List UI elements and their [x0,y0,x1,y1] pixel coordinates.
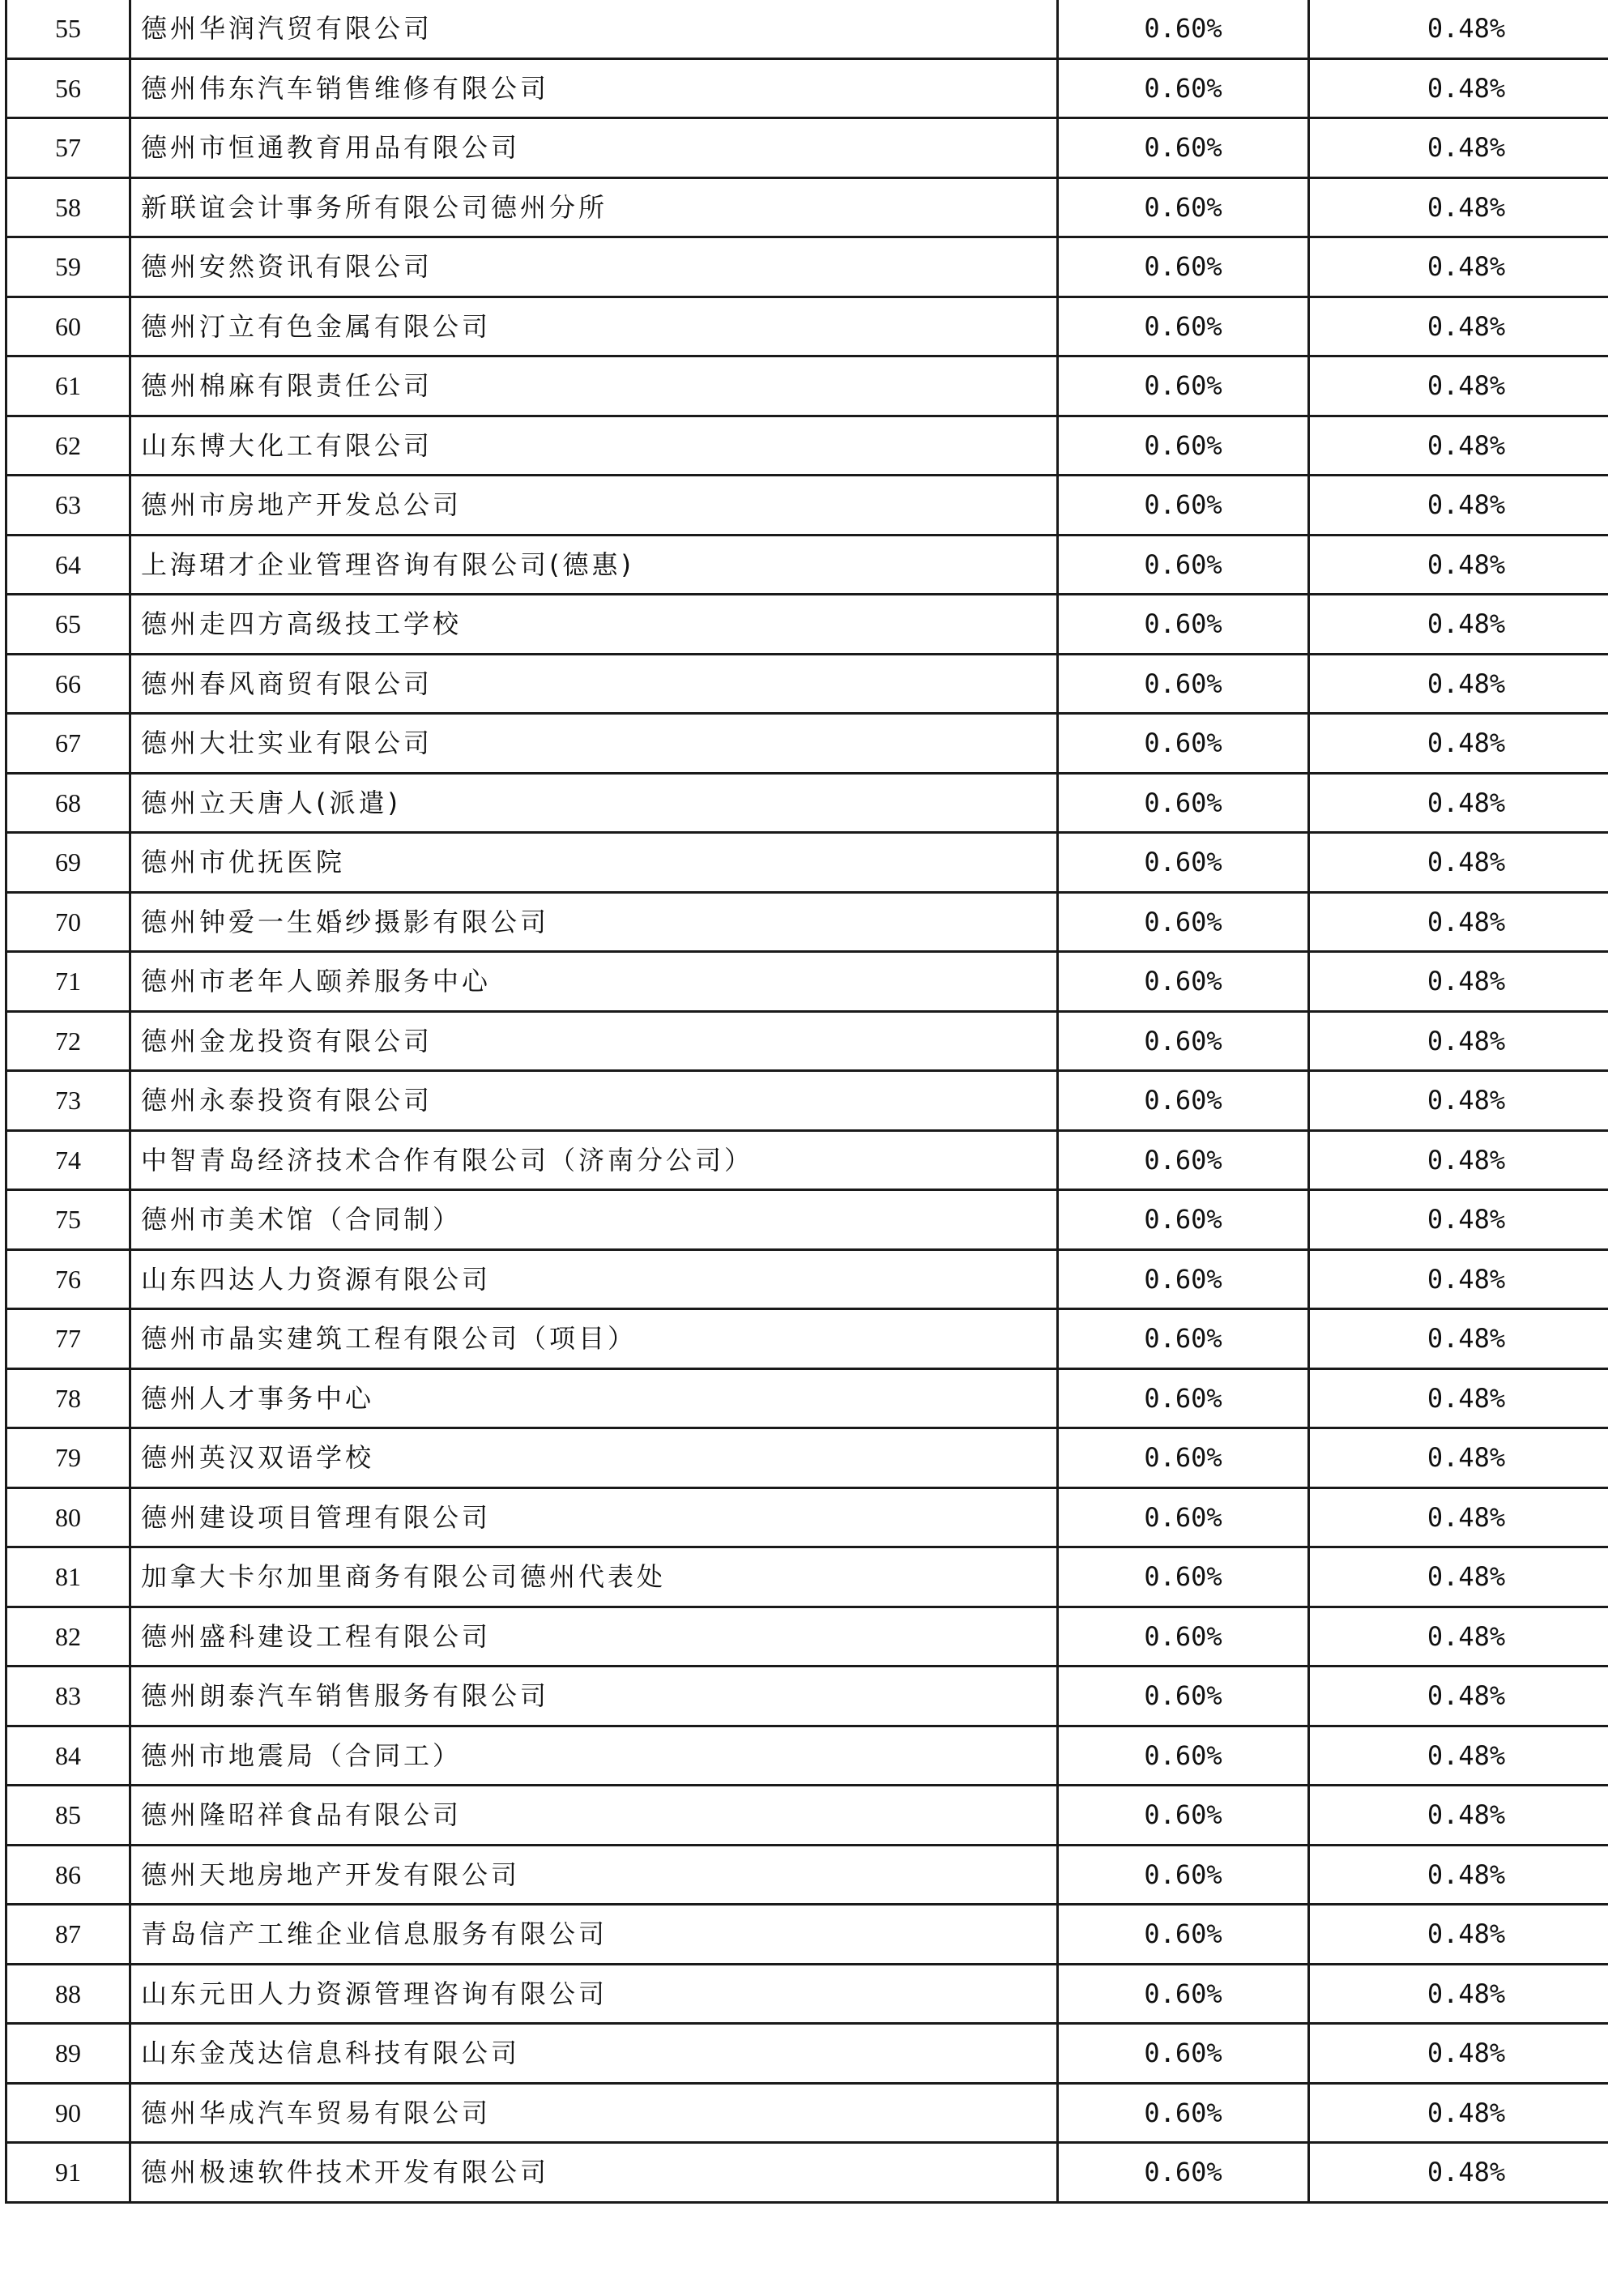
row-number-cell: 63 [6,476,130,536]
row-number-cell: 71 [6,952,130,1012]
company-name-cell: 德州安然资讯有限公司 [130,237,1058,297]
rate-2-cell: 0.48% [1309,1667,1608,1726]
rate-1-cell: 0.60% [1058,1190,1309,1250]
rate-1-cell: 0.60% [1058,1487,1309,1547]
row-number-cell: 56 [6,58,130,118]
rate-1-cell: 0.60% [1058,118,1309,178]
rate-2-cell: 0.48% [1309,1190,1608,1250]
rate-1-cell: 0.60% [1058,177,1309,237]
table-row [6,892,1608,952]
row-number-cell: 59 [6,237,130,297]
company-name-cell: 德州极速软件技术开发有限公司 [130,2143,1058,2203]
company-rate-table [5,0,1608,2204]
rate-2-cell: 0.48% [1309,1547,1608,1607]
company-name-cell: 中智青岛经济技术合作有限公司（济南分公司） [130,1130,1058,1190]
rate-1-cell: 0.60% [1058,2024,1309,2084]
company-name-cell: 德州市优抚医院 [130,833,1058,893]
rate-2-cell: 0.48% [1309,1845,1608,1905]
rate-2-cell: 0.48% [1309,0,1608,58]
company-name-cell: 德州市晶实建筑工程有限公司（项目） [130,1309,1058,1369]
row-number-cell: 70 [6,892,130,952]
rate-1-cell: 0.60% [1058,1845,1309,1905]
rate-1-cell: 0.60% [1058,58,1309,118]
table-row [6,952,1608,1012]
company-name-cell: 德州钟爱一生婚纱摄影有限公司 [130,892,1058,952]
table-row [6,0,1608,58]
company-name-cell: 德州春风商贸有限公司 [130,654,1058,714]
rate-1-cell: 0.60% [1058,833,1309,893]
rate-1-cell: 0.60% [1058,773,1309,833]
table-row [6,476,1608,536]
row-number-cell: 61 [6,356,130,416]
company-name-cell: 德州伟东汽车销售维修有限公司 [130,58,1058,118]
company-name-cell: 山东元田人力资源管理咨询有限公司 [130,1964,1058,2024]
row-number-cell: 60 [6,297,130,356]
row-number-cell: 90 [6,2083,130,2143]
rate-1-cell: 0.60% [1058,1071,1309,1131]
rate-2-cell: 0.48% [1309,118,1608,178]
row-number-cell: 82 [6,1607,130,1667]
rate-2-cell: 0.48% [1309,1786,1608,1846]
table-row [6,2143,1608,2203]
table-row [6,1726,1608,1786]
table-row [6,1190,1608,1250]
row-number-cell: 64 [6,535,130,595]
table-row [6,1667,1608,1726]
row-number-cell: 77 [6,1309,130,1369]
row-number-cell: 88 [6,1964,130,2024]
company-name-cell: 德州立天唐人(派遣) [130,773,1058,833]
row-number-cell: 85 [6,1786,130,1846]
table-row [6,237,1608,297]
rate-2-cell: 0.48% [1309,237,1608,297]
row-number-cell: 57 [6,118,130,178]
rate-1-cell: 0.60% [1058,356,1309,416]
row-number-cell: 76 [6,1249,130,1309]
rate-2-cell: 0.48% [1309,2083,1608,2143]
table-row [6,1130,1608,1190]
rate-2-cell: 0.48% [1309,297,1608,356]
table-row [6,1547,1608,1607]
table-row [6,297,1608,356]
rate-2-cell: 0.48% [1309,892,1608,952]
company-name-cell: 德州市恒通教育用品有限公司 [130,118,1058,178]
company-name-cell: 德州英汉双语学校 [130,1428,1058,1488]
table-row [6,1309,1608,1369]
company-name-cell: 德州棉麻有限责任公司 [130,356,1058,416]
rate-2-cell: 0.48% [1309,1368,1608,1428]
company-name-cell: 德州隆昭祥食品有限公司 [130,1786,1058,1846]
company-name-cell: 德州大壮实业有限公司 [130,714,1058,774]
company-name-cell: 山东金茂达信息科技有限公司 [130,2024,1058,2084]
rate-1-cell: 0.60% [1058,952,1309,1012]
rate-1-cell: 0.60% [1058,1964,1309,2024]
company-name-cell: 德州人才事务中心 [130,1368,1058,1428]
table-row [6,177,1608,237]
table-row [6,773,1608,833]
table-row [6,1607,1608,1667]
rate-1-cell: 0.60% [1058,0,1309,58]
rate-1-cell: 0.60% [1058,1130,1309,1190]
rate-2-cell: 0.48% [1309,654,1608,714]
row-number-cell: 68 [6,773,130,833]
row-number-cell: 86 [6,1845,130,1905]
company-name-cell: 青岛信产工维企业信息服务有限公司 [130,1905,1058,1965]
row-number-cell: 67 [6,714,130,774]
rate-1-cell: 0.60% [1058,1905,1309,1965]
rate-2-cell: 0.48% [1309,356,1608,416]
row-number-cell: 58 [6,177,130,237]
table-row [6,1368,1608,1428]
table-row [6,714,1608,774]
rate-1-cell: 0.60% [1058,595,1309,655]
rate-2-cell: 0.48% [1309,1905,1608,1965]
table-row [6,2083,1608,2143]
row-number-cell: 72 [6,1011,130,1071]
company-name-cell: 德州市老年人颐养服务中心 [130,952,1058,1012]
row-number-cell: 75 [6,1190,130,1250]
rate-1-cell: 0.60% [1058,1607,1309,1667]
row-number-cell: 66 [6,654,130,714]
company-name-cell: 上海珺才企业管理咨询有限公司(德惠) [130,535,1058,595]
company-name-cell: 德州华成汽车贸易有限公司 [130,2083,1058,2143]
row-number-cell: 73 [6,1071,130,1131]
rate-1-cell: 0.60% [1058,1786,1309,1846]
table-row [6,1487,1608,1547]
table-row [6,1905,1608,1965]
rate-2-cell: 0.48% [1309,1487,1608,1547]
table-row [6,1964,1608,2024]
rate-1-cell: 0.60% [1058,892,1309,952]
rate-2-cell: 0.48% [1309,1964,1608,2024]
rate-1-cell: 0.60% [1058,2143,1309,2203]
table-row [6,595,1608,655]
company-name-cell: 德州金龙投资有限公司 [130,1011,1058,1071]
table-row [6,1249,1608,1309]
rate-2-cell: 0.48% [1309,2143,1608,2203]
rate-1-cell: 0.60% [1058,237,1309,297]
table-row [6,1011,1608,1071]
rate-1-cell: 0.60% [1058,1428,1309,1488]
company-name-cell: 德州永泰投资有限公司 [130,1071,1058,1131]
table-row [6,356,1608,416]
rate-2-cell: 0.48% [1309,1428,1608,1488]
table-body [6,0,1608,2202]
table-row [6,58,1608,118]
row-number-cell: 89 [6,2024,130,2084]
company-name-cell: 新联谊会计事务所有限公司德州分所 [130,177,1058,237]
rate-2-cell: 0.48% [1309,714,1608,774]
rate-2-cell: 0.48% [1309,952,1608,1012]
rate-1-cell: 0.60% [1058,1309,1309,1369]
rate-1-cell: 0.60% [1058,654,1309,714]
rate-1-cell: 0.60% [1058,1368,1309,1428]
rate-2-cell: 0.48% [1309,1071,1608,1131]
rate-1-cell: 0.60% [1058,1011,1309,1071]
row-number-cell: 78 [6,1368,130,1428]
rate-2-cell: 0.48% [1309,595,1608,655]
company-name-cell: 德州华润汽贸有限公司 [130,0,1058,58]
row-number-cell: 79 [6,1428,130,1488]
rate-1-cell: 0.60% [1058,1667,1309,1726]
rate-2-cell: 0.48% [1309,476,1608,536]
row-number-cell: 87 [6,1905,130,1965]
table-row [6,1786,1608,1846]
table-row [6,1071,1608,1131]
table-row [6,1845,1608,1905]
table-row [6,2024,1608,2084]
row-number-cell: 80 [6,1487,130,1547]
rate-2-cell: 0.48% [1309,416,1608,476]
company-name-cell: 德州天地房地产开发有限公司 [130,1845,1058,1905]
table-row [6,654,1608,714]
rate-2-cell: 0.48% [1309,1607,1608,1667]
rate-2-cell: 0.48% [1309,773,1608,833]
table-row [6,1428,1608,1488]
row-number-cell: 55 [6,0,130,58]
row-number-cell: 83 [6,1667,130,1726]
rate-2-cell: 0.48% [1309,535,1608,595]
rate-1-cell: 0.60% [1058,535,1309,595]
row-number-cell: 74 [6,1130,130,1190]
row-number-cell: 62 [6,416,130,476]
rate-1-cell: 0.60% [1058,1547,1309,1607]
company-name-cell: 德州汀立有色金属有限公司 [130,297,1058,356]
company-name-cell: 德州走四方高级技工学校 [130,595,1058,655]
rate-1-cell: 0.60% [1058,476,1309,536]
rate-1-cell: 0.60% [1058,2083,1309,2143]
company-name-cell: 德州市美术馆（合同制） [130,1190,1058,1250]
rate-1-cell: 0.60% [1058,1249,1309,1309]
rate-2-cell: 0.48% [1309,2024,1608,2084]
rate-2-cell: 0.48% [1309,833,1608,893]
company-name-cell: 加拿大卡尔加里商务有限公司德州代表处 [130,1547,1058,1607]
row-number-cell: 69 [6,833,130,893]
rate-1-cell: 0.60% [1058,297,1309,356]
table-row [6,416,1608,476]
company-name-cell: 山东博大化工有限公司 [130,416,1058,476]
rate-2-cell: 0.48% [1309,58,1608,118]
rate-2-cell: 0.48% [1309,1249,1608,1309]
company-name-cell: 德州朗泰汽车销售服务有限公司 [130,1667,1058,1726]
row-number-cell: 65 [6,595,130,655]
table-row [6,833,1608,893]
rate-1-cell: 0.60% [1058,416,1309,476]
rate-1-cell: 0.60% [1058,714,1309,774]
company-name-cell: 德州建设项目管理有限公司 [130,1487,1058,1547]
rate-2-cell: 0.48% [1309,1309,1608,1369]
rate-2-cell: 0.48% [1309,1011,1608,1071]
row-number-cell: 84 [6,1726,130,1786]
rate-2-cell: 0.48% [1309,1130,1608,1190]
rate-1-cell: 0.60% [1058,1726,1309,1786]
rate-2-cell: 0.48% [1309,1726,1608,1786]
table-row [6,118,1608,178]
company-name-cell: 德州市房地产开发总公司 [130,476,1058,536]
company-name-cell: 山东四达人力资源有限公司 [130,1249,1058,1309]
row-number-cell: 81 [6,1547,130,1607]
row-number-cell: 91 [6,2143,130,2203]
company-name-cell: 德州盛科建设工程有限公司 [130,1607,1058,1667]
table-row [6,535,1608,595]
rate-2-cell: 0.48% [1309,177,1608,237]
company-name-cell: 德州市地震局（合同工） [130,1726,1058,1786]
